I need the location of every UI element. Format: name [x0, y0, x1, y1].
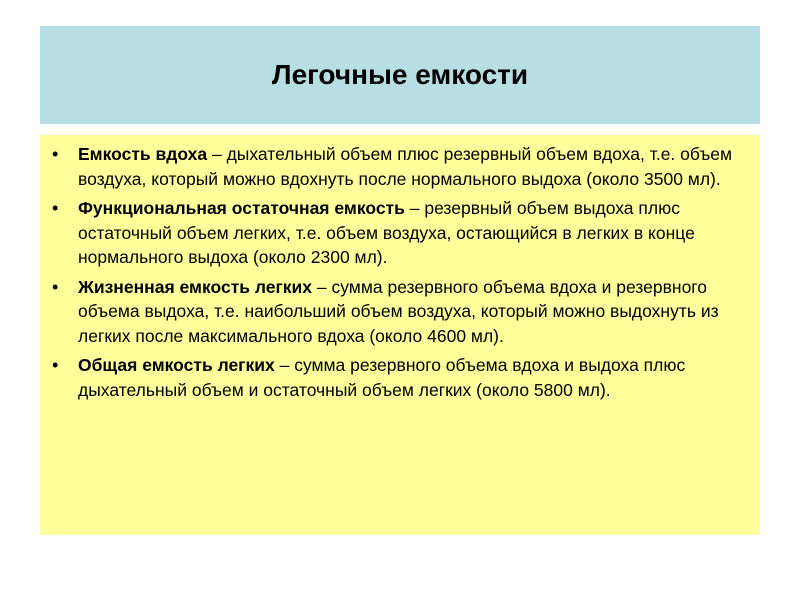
item-term: Функциональная остаточная емкость: [78, 198, 405, 218]
item-definition: – резервный объем выдоха плюс остаточный объем легких, т.е. объем воздуха, остающийся в легких в конце нормального выдоха (около 2300 мл).: [78, 198, 695, 267]
slide-title: Легочные емкости: [271, 59, 529, 90]
title-banner: [40, 26, 760, 124]
item-term: Жизненная емкость легких: [78, 276, 313, 297]
list-item: [52, 353, 740, 402]
item-definition: – сумма резервного объема вдоха и выдоха плюс дыхательный объем и остаточный объем легких (около 5800 мл).: [78, 355, 686, 400]
item-term: Общая емкость легких: [78, 355, 275, 375]
item-term: Емкость вдоха: [78, 144, 208, 164]
item-definition: – дыхательный объем плюс резервный объем вдоха, т.е. объем воздуха, который можно вдохнуть после нормального выдоха (около 3500 мл).: [78, 144, 733, 189]
list-item: [52, 275, 740, 349]
bullet-icon: •: [52, 198, 59, 218]
list-item: [52, 196, 740, 270]
bullet-list: [52, 142, 740, 402]
item-definition: – сумма резервного объема вдоха и резервного объема выдоха, т.е. наибольший объем воздуха, который можно выдохнуть из легких после максимального вдоха (около 4600 мл).: [78, 276, 719, 346]
bullet-icon: •: [52, 144, 59, 164]
bullet-icon: •: [52, 355, 59, 375]
content-panel: [40, 135, 760, 535]
bullet-icon: •: [52, 276, 59, 297]
list-item: [52, 142, 740, 191]
